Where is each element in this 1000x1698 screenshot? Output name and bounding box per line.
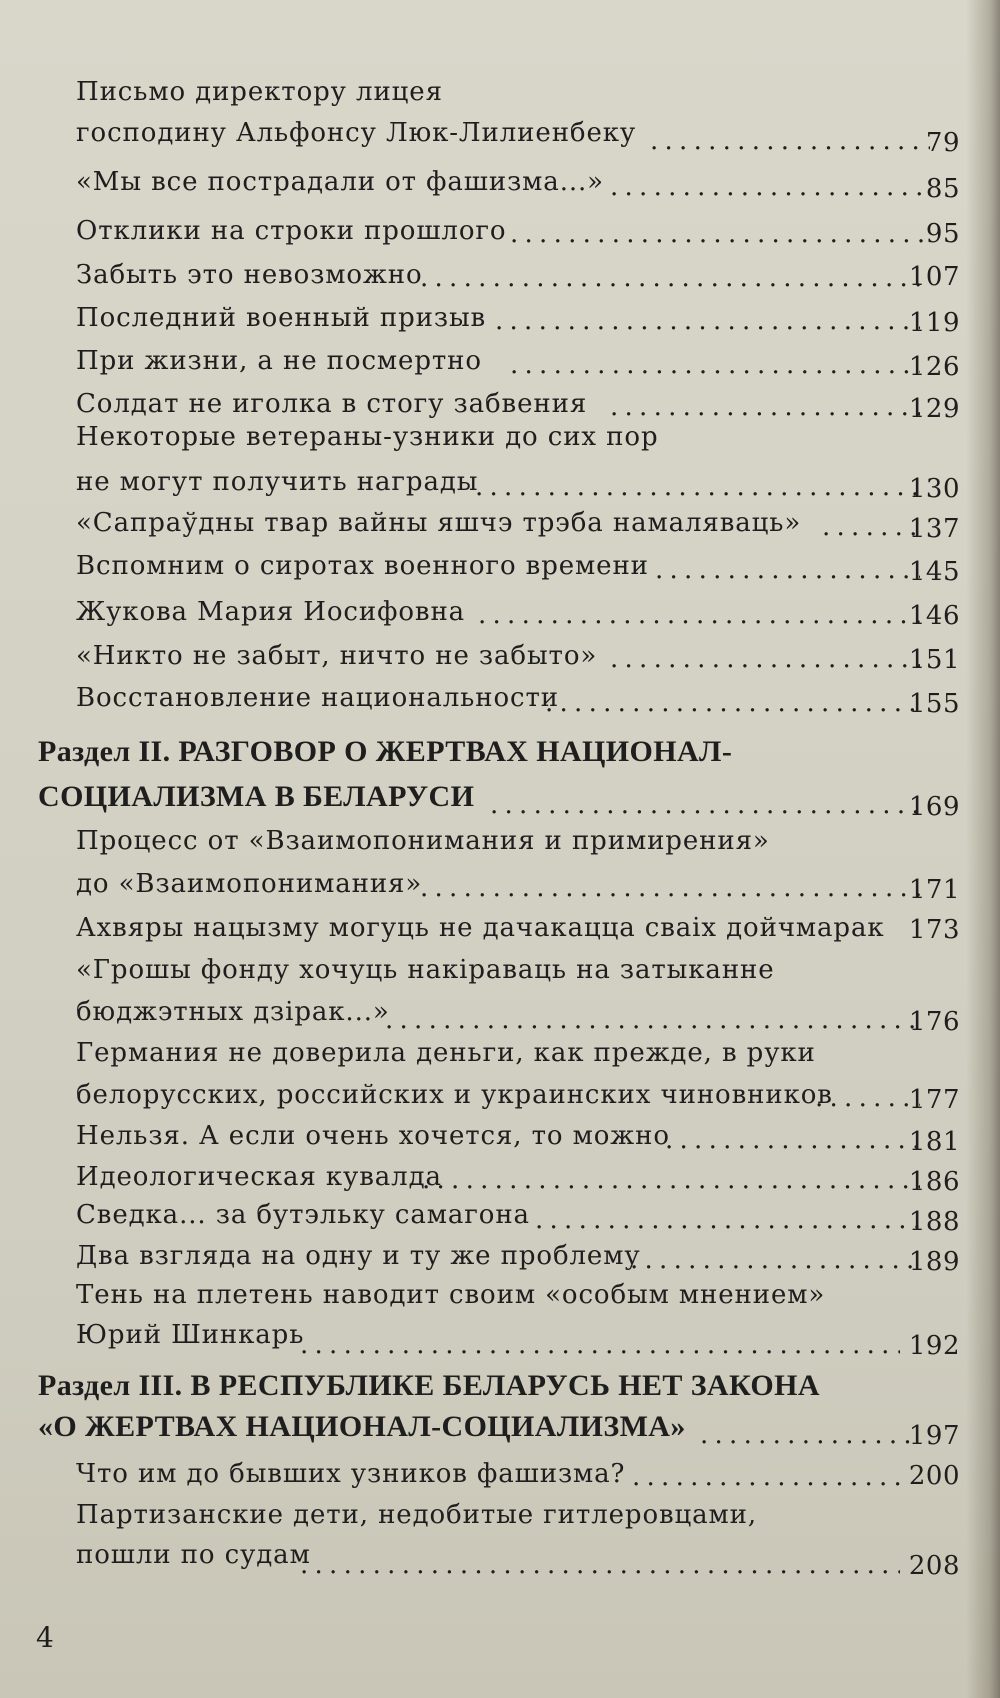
- toc-entry-title-line: «Никто не забыт, ничто не забыто»: [76, 641, 598, 671]
- toc-leader-dots: [490, 790, 920, 820]
- toc-page-number: 176: [908, 1007, 960, 1037]
- toc-leader-dots: [300, 1330, 900, 1360]
- toc-leader-dots: [610, 392, 920, 422]
- toc-entry-title-line: Солдат не иголка в стогу забвения: [76, 389, 588, 419]
- toc-entry-title-line: господину Альфонсу Люк-Лилиенбеку: [76, 118, 637, 148]
- toc-leader-dots: [300, 1550, 900, 1580]
- toc-page-number: 126: [908, 352, 960, 382]
- toc-leader-dots: [655, 555, 920, 585]
- section-heading-line: Раздел III. В РЕСПУБЛИКЕ БЕЛАРУСЬ НЕТ ЗАКОНА: [38, 1369, 820, 1402]
- toc-page-number: 192: [908, 1331, 960, 1361]
- toc-leader-dots: [545, 688, 920, 718]
- toc-leader-dots: [510, 350, 920, 380]
- toc-page-number: 186: [908, 1167, 960, 1197]
- toc-leader-dots: [385, 1005, 920, 1035]
- toc-leader-dots: [630, 1245, 920, 1275]
- toc-page-number: 188: [908, 1207, 960, 1237]
- toc-entry-title-line: Идеологическая кувалда: [76, 1162, 442, 1192]
- toc-entry-title-line: Ахвяры нацызму могуць не дачакацца сваіх дойчмарак: [76, 913, 885, 943]
- toc-page-number: 146: [908, 601, 960, 631]
- toc-entry-title-line: пошли по судам: [76, 1540, 311, 1570]
- toc-page-number: 79: [925, 128, 960, 158]
- toc-page-number: 145: [908, 557, 960, 587]
- section-heading-line: Раздел II. РАЗГОВОР О ЖЕРТВАХ НАЦИОНАЛ-: [38, 735, 733, 768]
- toc-page-number: 85: [925, 174, 960, 204]
- toc-entry-title-line: до «Взаимопонимания»: [76, 869, 423, 899]
- toc-leader-dots: [650, 126, 930, 156]
- toc-leader-dots: [475, 472, 920, 502]
- section-heading-line: «О ЖЕРТВАХ НАЦИОНАЛ-СОЦИАЛИЗМА»: [38, 1410, 686, 1443]
- toc-entry-title-line: Тень на плетень наводит своим «особым мнением»: [76, 1280, 826, 1310]
- toc-entry-title-line: Вспомним о сиротах военного времени: [76, 551, 649, 581]
- toc-page-number: 151: [908, 645, 960, 675]
- toc-entry-title-line: не могут получить награды: [76, 467, 479, 497]
- toc-leader-dots: [510, 219, 930, 249]
- toc-entry-title-line: Некоторые ветераны-узники до сих пор: [76, 422, 659, 452]
- toc-entry-title-line: Забыть это невозможно: [76, 260, 423, 290]
- toc-entry-title-line: «Мы все пострадали от фашизма...»: [76, 167, 604, 197]
- toc-entry-title-line: «Сапраўдны твар вайны яшчэ трэба намаляваць»: [76, 508, 802, 538]
- toc-page-number: 95: [925, 219, 960, 249]
- toc-entry-title-line: «Грошы фонду хочуць накіраваць на затыканне: [76, 955, 775, 985]
- toc-entry-title-line: Германия не доверила деньги, как прежде, в руки: [76, 1038, 816, 1068]
- toc-entry-title-line: Восстановление национальности: [76, 683, 559, 713]
- toc-entry-title-line: бюджэтных дзірак...»: [76, 997, 390, 1027]
- toc-entry-title-line: Отклики на строки прошлого: [76, 216, 507, 246]
- toc-page-number: 171: [908, 875, 960, 905]
- toc-entry-title-line: Два взгляда на одну и ту же проблему: [76, 1241, 641, 1271]
- toc-leader-dots: [815, 1083, 920, 1113]
- toc-leader-dots: [478, 600, 920, 630]
- toc-page-number: 189: [908, 1247, 960, 1277]
- section-heading-line: СОЦИАЛИЗМА В БЕЛАРУСИ: [38, 780, 475, 813]
- toc-leader-dots: [665, 1125, 920, 1155]
- toc-leader-dots: [422, 1165, 920, 1195]
- toc-page-number: 181: [908, 1127, 960, 1157]
- toc-page-number: 129: [908, 394, 960, 424]
- toc-entry-title-line: Письмо директору лицея: [76, 77, 443, 107]
- toc-page-number: 169: [908, 792, 960, 822]
- toc-leader-dots: [610, 644, 920, 674]
- toc-entry-title-line: Жукова Мария Иосифовна: [76, 597, 466, 627]
- toc-page-number: 200: [908, 1461, 960, 1491]
- toc-entry-title-line: белорусских, российских и украинских чиновников: [76, 1080, 833, 1110]
- toc-leader-dots: [610, 172, 930, 202]
- toc-page-number: 173: [908, 915, 960, 945]
- toc-leader-dots: [420, 873, 920, 903]
- toc-entry-title-line: Партизанские дети, недобитые гитлеровцами,: [76, 1500, 758, 1530]
- toc-leader-dots: [535, 1205, 920, 1235]
- toc-entry-title-line: Нельзя. А если очень хочется, то можно: [76, 1121, 670, 1151]
- toc-entry-title-line: Процесс от «Взаимопонимания и примирения»: [76, 826, 770, 856]
- toc-page-number: 107: [908, 262, 960, 292]
- toc-leader-dots: [420, 263, 920, 293]
- toc-page-number: 177: [908, 1085, 960, 1115]
- toc-leader-dots: [822, 512, 920, 542]
- toc-page-number: 119: [908, 308, 960, 338]
- toc-page-number: 130: [908, 474, 960, 504]
- toc-leader-dots: [700, 1420, 915, 1450]
- toc-page-number: 155: [908, 689, 960, 719]
- toc-entry-title-line: Сведка... за бутэльку самагона: [76, 1200, 530, 1230]
- toc-entry-title-line: Юрий Шинкарь: [76, 1320, 305, 1350]
- toc-page-number: 208: [908, 1551, 960, 1581]
- toc-entry-title-line: Что им до бывших узников фашизма?: [76, 1459, 626, 1489]
- toc-page-number: 137: [908, 514, 960, 544]
- toc-leader-dots: [632, 1462, 910, 1492]
- page-number: 4: [36, 1621, 54, 1654]
- toc-page-number: 197: [908, 1421, 960, 1451]
- toc-leader-dots: [495, 306, 920, 336]
- toc-entry-title-line: При жизни, а не посмертно: [76, 346, 482, 376]
- toc-entry-title-line: Последний военный призыв: [76, 303, 487, 333]
